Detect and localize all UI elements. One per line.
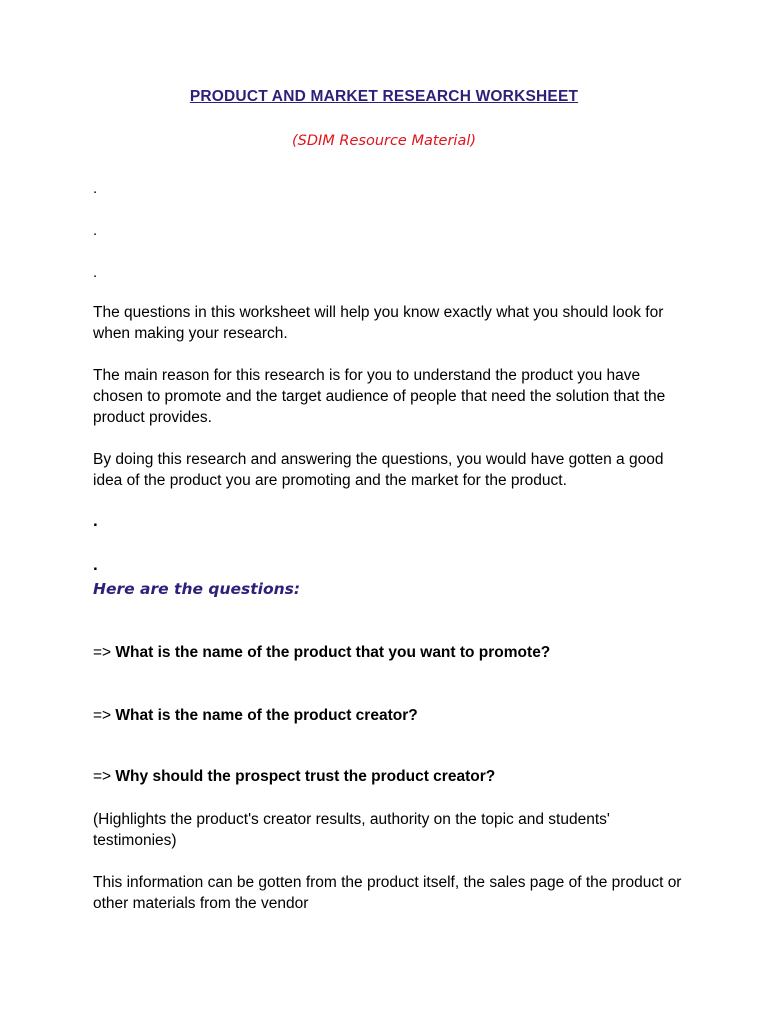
question-2 bbox=[93, 706, 418, 726]
separator-dot-4: . bbox=[93, 511, 98, 530]
separator-dot-5: . bbox=[93, 555, 98, 574]
separator-dot-1: . bbox=[93, 180, 98, 197]
question-text: What is the name of the product creator? bbox=[115, 707, 418, 724]
intro-paragraph-2: The main reason for this research is for you to understand the product you have chosen to promote and the target audience of people that need the solution that the product provides. bbox=[93, 367, 666, 426]
question-1 bbox=[93, 643, 550, 663]
question-text: What is the name of the product that you want to promote? bbox=[115, 644, 551, 661]
document-title: PRODUCT AND MARKET RESEARCH WORKSHEET bbox=[189, 88, 579, 105]
separator-dot-3: . bbox=[93, 264, 98, 281]
question-3 bbox=[93, 767, 495, 787]
note-paragraph-1: (Highlights the product's creator results, authority on the topic and students' testimonies) bbox=[93, 811, 610, 849]
question-prefix: => bbox=[93, 768, 112, 785]
intro-paragraph-3: By doing this research and answering the questions, you would have gotten a good idea of the product you are promoting and the market for the product. bbox=[93, 451, 664, 489]
question-prefix: => bbox=[93, 644, 112, 661]
separator-dot-2: . bbox=[93, 222, 98, 239]
document-subtitle: (SDIM Resource Material) bbox=[291, 133, 477, 149]
questions-heading: Here are the questions: bbox=[93, 580, 301, 598]
question-text: Why should the prospect trust the product creator? bbox=[115, 768, 496, 785]
note-paragraph-2: This information can be gotten from the product itself, the sales page of the product or other materials from the vendor bbox=[93, 874, 682, 912]
question-prefix: => bbox=[93, 707, 112, 724]
intro-paragraph-1: The questions in this worksheet will help you know exactly what you should look for when making your research. bbox=[93, 304, 664, 342]
